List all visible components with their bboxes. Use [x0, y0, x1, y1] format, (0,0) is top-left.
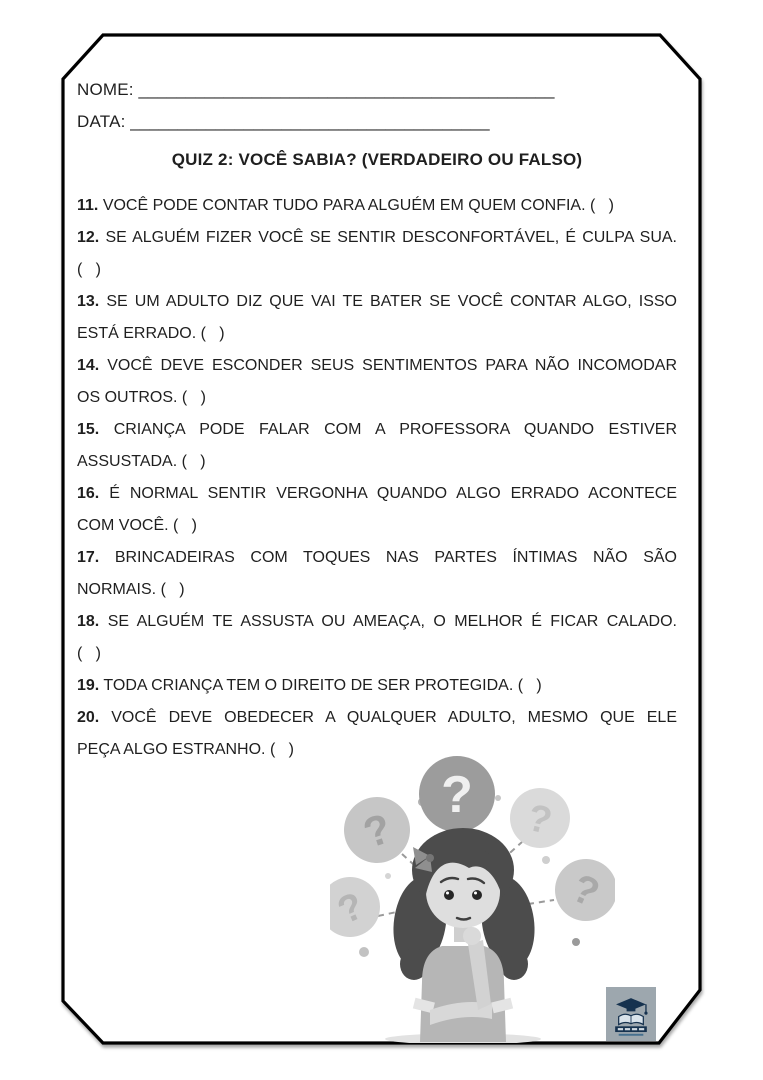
question-text: VOCÊ DEVE ESCONDER SEUS SENTIMENTOS PARA NÃO INCOMODAR: [107, 357, 677, 374]
question-text: OS OUTROS. ( ): [77, 389, 206, 406]
question-text: ASSUSTADA. ( ): [77, 453, 206, 470]
question-12: [77, 222, 677, 286]
question-text: SE ALGUÉM FIZER VOCÊ SE SENTIR DESCONFORTÁVEL, É CULPA SUA.: [105, 229, 678, 246]
question-text: VOCÊ PODE CONTAR TUDO PARA ALGUÉM EM QUEM CONFIA. ( ): [102, 197, 614, 214]
question-bubble-far-left: [330, 867, 390, 946]
question-11: [77, 190, 677, 222]
question-text: SE ALGUÉM TE ASSUSTA OU AMEAÇA, O MELHOR É FICAR CALADO.: [107, 613, 677, 630]
girl-figure: [388, 828, 540, 1042]
name-field-row: [77, 74, 677, 106]
svg-text:?: ?: [523, 796, 556, 844]
question-number: 17.: [77, 549, 100, 566]
svg-text:?: ?: [441, 766, 473, 824]
question-text: VOCÊ DEVE OBEDECER A QUALQUER ADULTO, MESMO QUE ELE: [111, 709, 677, 726]
date-blank-line: ______________________________________: [130, 112, 490, 131]
question-17: [77, 542, 677, 606]
question-number: 15.: [77, 421, 100, 438]
question-18: [77, 606, 677, 670]
svg-text:?: ?: [357, 804, 397, 857]
question-text: NORMAIS. ( ): [77, 581, 185, 598]
question-15: [77, 414, 677, 478]
question-number: 18.: [77, 613, 100, 630]
quiz-title: QUIZ 2: VOCÊ SABIA? (VERDADEIRO OU FALSO): [171, 150, 583, 169]
worksheet-content: [77, 74, 677, 766]
question-13: [77, 286, 677, 350]
question-text: TODA CRIANÇA TEM O DIREITO DE SER PROTEGIDA. ( ): [103, 677, 542, 694]
question-bubble-upper-left: [335, 788, 418, 871]
question-16: [77, 478, 677, 542]
question-number: 12.: [77, 229, 100, 246]
school-crest-icon: [609, 990, 653, 1038]
question-bubble-right: [504, 782, 577, 855]
question-number: 16.: [77, 485, 100, 502]
question-19: [77, 670, 677, 702]
question-text: ( ): [77, 645, 101, 662]
question-number: 13.: [77, 293, 100, 310]
question-text: PEÇA ALGO ESTRANHO. ( ): [77, 741, 294, 758]
svg-text:?: ?: [331, 884, 370, 933]
name-blank-line: ____________________________________________: [138, 80, 555, 99]
question-text: COM VOCÊ. ( ): [77, 517, 197, 534]
question-text: ESTÁ ERRADO. ( ): [77, 325, 225, 342]
school-logo: [606, 987, 656, 1041]
svg-text:?: ?: [565, 865, 606, 916]
question-number: 14.: [77, 357, 100, 374]
thinking-girl-illustration: [330, 752, 615, 1043]
question-number: 19.: [77, 677, 100, 694]
question-14: [77, 350, 677, 414]
question-text: SE UM ADULTO DIZ QUE VAI TE BATER SE VOCÊ CONTAR ALGO, ISSO: [106, 293, 678, 310]
question-text: ( ): [77, 261, 101, 278]
name-label: NOME:: [77, 80, 134, 99]
date-label: DATA:: [77, 112, 126, 131]
question-list: [77, 190, 677, 766]
question-number: 20.: [77, 709, 100, 726]
question-text: CRIANÇA PODE FALAR COM A PROFESSORA QUANDO ESTIVER: [113, 421, 677, 438]
date-field-row: [77, 106, 677, 138]
question-bubble-top: [419, 756, 495, 832]
question-text: BRINCADEIRAS COM TOQUES NAS PARTES ÍNTIMAS NÃO SÃO: [114, 549, 677, 566]
question-number: 11.: [77, 197, 99, 214]
question-text: É NORMAL SENTIR VERGONHA QUANDO ALGO ERRADO ACONTECE: [109, 485, 677, 502]
question-bubble-far-right: [545, 849, 615, 931]
